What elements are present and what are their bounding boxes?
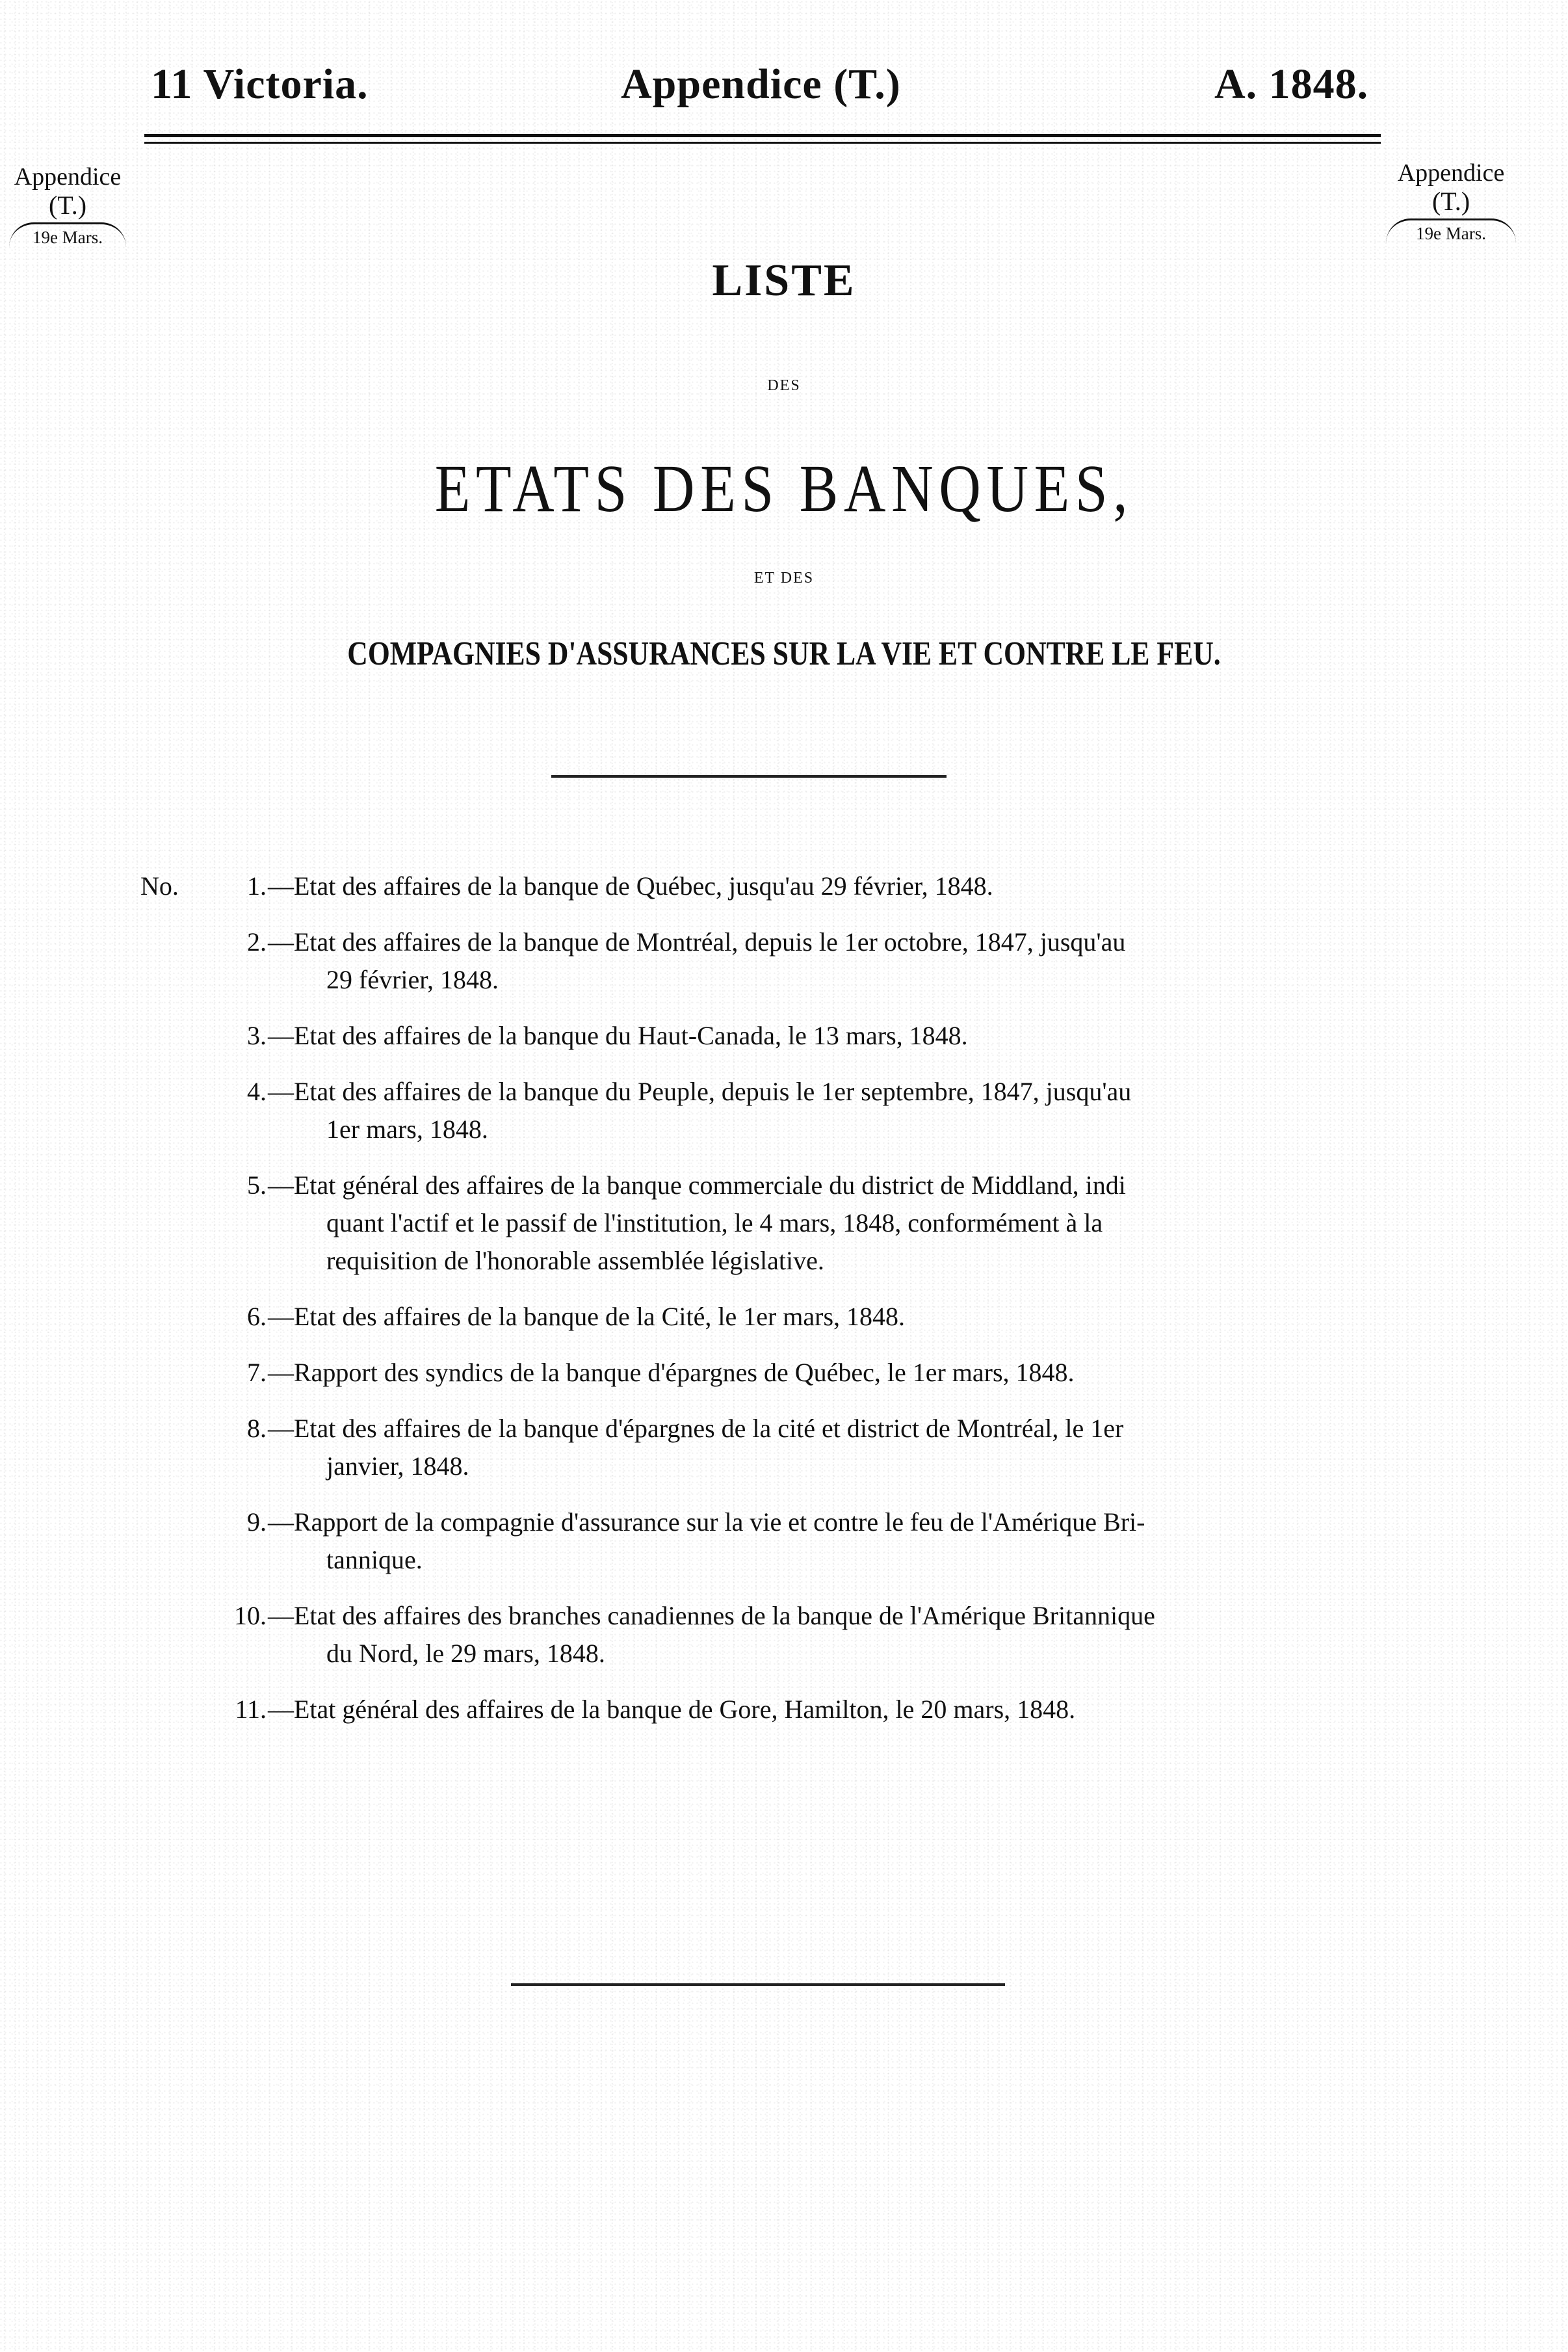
margin-note-right — [1386, 160, 1516, 243]
title-liste: LISTE — [712, 256, 856, 306]
margin-note-letter: (T.) — [1431, 186, 1470, 216]
list-item-line: —Etat des affaires de la banque de Montréal, depuis le 1er octobre, 1847, jusqu'au — [268, 927, 1126, 957]
list-item-line: janvier, 1848. — [326, 1451, 469, 1481]
margin-note-left — [9, 164, 126, 247]
margin-note-appendix: Appendice — [14, 163, 122, 191]
list-item-number: 4. — [247, 1077, 267, 1106]
list-item-line: —Etat des affaires de la banque de la Cité, le 1er mars, 1848. — [268, 1302, 906, 1331]
list-item-number: 3. — [247, 1021, 267, 1050]
list-item-number: 5. — [247, 1170, 267, 1200]
margin-note-appendix: Appendice — [1397, 159, 1505, 187]
list-item-line: —Etat général des affaires de la banque de Gore, Hamilton, le 20 mars, 1848. — [268, 1695, 1076, 1724]
header-right: A. 1848. — [1214, 60, 1369, 108]
list-item-line: —Etat général des affaires de la banque commerciale du district de Middland, indi — [268, 1170, 1126, 1200]
list-item-line: —Etat des affaires des branches canadiennes de la banque de l'Amérique Britannique — [268, 1601, 1155, 1630]
list-item-line: —Etat des affaires de la banque du Peuple, depuis le 1er septembre, 1847, jusqu'au — [268, 1077, 1132, 1106]
list-prefix: No. — [140, 871, 179, 901]
list-item-number: 7. — [247, 1358, 267, 1387]
title-des: DES — [767, 377, 801, 394]
bottom-divider — [511, 1983, 1005, 1986]
list-item-line: tannique. — [326, 1545, 423, 1574]
header-center: Appendice (T.) — [621, 60, 901, 108]
title-main: ETATS DES BANQUES, — [434, 451, 1134, 526]
list-item-line: —Etat des affaires de la banque d'épargnes de la cité et district de Montréal, le 1er — [268, 1414, 1124, 1443]
list-item-line: 1er mars, 1848. — [326, 1115, 488, 1144]
list-item-line: quant l'actif et le passif de l'institution, le 4 mars, 1848, conformément à la — [326, 1208, 1103, 1237]
list-item-line: 29 février, 1848. — [326, 965, 499, 994]
list-item-number: 10. — [234, 1601, 267, 1630]
header-rule-bottom — [144, 142, 1381, 144]
list-item-number: 9. — [247, 1507, 267, 1537]
list-item-line: —Etat des affaires de la banque de Québec, jusqu'au 29 février, 1848. — [268, 871, 993, 901]
list-item-number: 6. — [247, 1302, 267, 1331]
header-left: 11 Victoria. — [151, 60, 369, 108]
title-et-des: ET DES — [753, 570, 815, 587]
title-divider — [551, 775, 947, 778]
list-item-number: 8. — [247, 1414, 267, 1443]
list-item-line: du Nord, le 29 mars, 1848. — [326, 1639, 605, 1668]
margin-note-date: 19e Mars. — [1386, 218, 1516, 244]
list-item-line: requisition de l'honorable assemblée législative. — [326, 1246, 824, 1275]
list-item-line: —Rapport de la compagnie d'assurance sur la vie et contre le feu de l'Amérique Bri- — [268, 1507, 1145, 1537]
list-item-number: 1. — [247, 871, 267, 901]
list-item-line: —Rapport des syndics de la banque d'épargnes de Québec, le 1er mars, 1848. — [268, 1358, 1075, 1387]
list-item-number: 11. — [235, 1695, 267, 1724]
title-subtitle: COMPAGNIES D'ASSURANCES SUR LA VIE ET CONTRE LE FEU. — [347, 635, 1221, 672]
margin-note-date: 19e Mars. — [9, 222, 126, 248]
header-rule-top — [144, 134, 1381, 137]
list-item-line: —Etat des affaires de la banque du Haut-Canada, le 13 mars, 1848. — [268, 1021, 968, 1050]
margin-note-letter: (T.) — [48, 190, 87, 220]
list-item-number: 2. — [247, 927, 267, 957]
